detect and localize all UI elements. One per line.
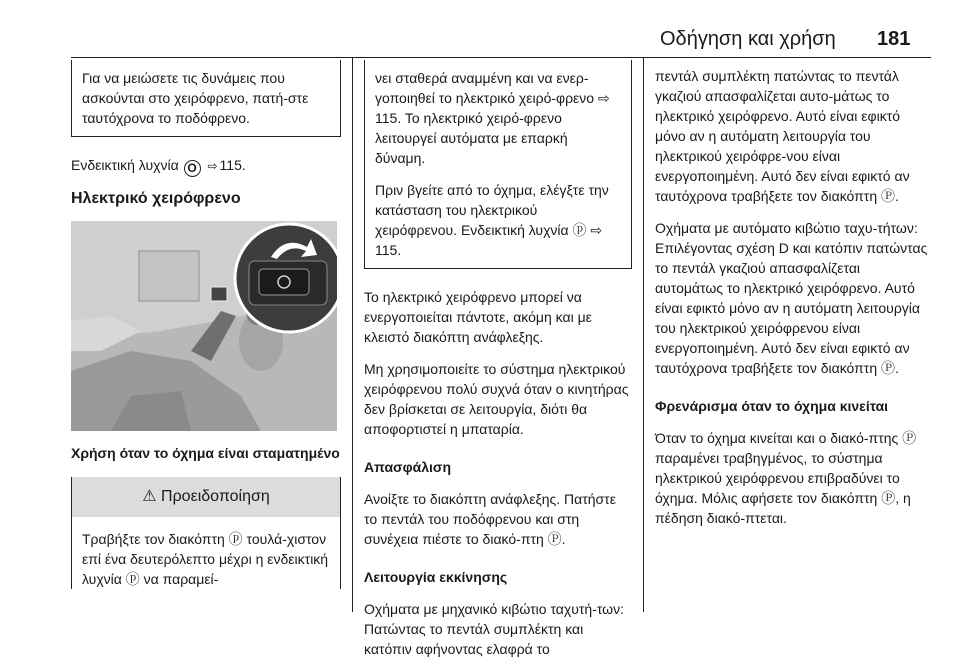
- warning-text: νει σταθερά αναμμένη και να ενερ-γοποιηθεί το ηλεκτρικό χειρό-φρενο ⇨ 115. Το ηλεκτρικό χειρό-φρενο λειτουργεί αυτόματα με επαρκή δύναμη.: [375, 70, 610, 166]
- subsection-heading: Λειτουργία εκκίνησης: [364, 569, 508, 585]
- brake-warning-icon: O: [184, 160, 201, 177]
- body-paragraph: Όταν το όχημα κινείται και ο διακό-πτης Ⓟ παραμένει τραβηγμένος, το σύστημα ηλεκτρικού χειρόφρενου επιβραδύνει το όχημα. Μόλις αφήσετε τον διακόπτη Ⓟ, η πέδηση διακό-πτεται.: [655, 430, 917, 526]
- column-1: [71, 60, 341, 589]
- subsection-heading: Απασφάλιση: [364, 459, 452, 475]
- warning-continuation-box: [364, 60, 632, 269]
- body-paragraph: Μη χρησιμοποιείτε το σύστημα ηλεκτρικού χειρόφρενου πολύ συχνά όταν ο κινητήρας δεν βρίσκεται σε λειτουργία, διότι θα αποφορτιστεί η μπαταρία.: [364, 361, 629, 437]
- column-3: [655, 66, 931, 540]
- indicator-line: Ενδεικτική λυχνία O ⇨ 115.: [71, 157, 246, 175]
- note-box: Για να μειώσετε τις δυνάμεις που ασκούνται στο χειρόφρενο, πατή-στε ταυτόχρονα το ποδόφρενο.: [71, 60, 341, 137]
- body-paragraph: πεντάλ συμπλέκτη πατώντας το πεντάλ γκαζιού απασφαλίζεται αυτο-μάτως το ηλεκτρικό χειρόφρενο. Αυτό είναι εφικτό μόνο αν η αυτόματη λειτουργία του ηλεκτρικού χειρόφρε-νου είναι ενεργοποιημένη. Αυτό δεν είναι εφικτό αν ταυτόχρονα τραβήξετε τον διακόπτη Ⓟ.: [655, 68, 910, 204]
- page-header: [0, 0, 960, 60]
- page-ref-arrow-icon: ⇨: [207, 159, 218, 173]
- warning-box: [71, 477, 341, 589]
- body-paragraph: Οχήματα με αυτόματο κιβώτιο ταχυ-τήτων: Επιλέγοντας σχέση D και κατόπιν πατώντας το πεντάλ γκαζιού απασφαλίζεται αυτομάτως το ηλεκτρικό χειρόφρενο. Αυτό είναι εφικτό μόνο αν η αυτόματη λειτουργία του ηλεκτρικού χειρόφρενου είναι ενεργοποιημένη. Αυτό δεν είναι εφικτό αν ταυτόχρονα τραβήξετε τον διακόπτη Ⓟ.: [655, 220, 928, 376]
- chapter-title: Οδήγηση και χρήση: [660, 28, 836, 50]
- body-paragraph: Ανοίξτε το διακόπτη ανάφλεξης. Πατήστε το πεντάλ του ποδόφρενου και στη συνέχεια πιέστε το διακό-πτη Ⓟ.: [364, 491, 616, 547]
- warning-triangle-icon: ⚠: [142, 488, 157, 505]
- column-divider: [643, 57, 644, 612]
- warning-text: Τραβήξτε τον διακόπτη ⓟ τουλά-χιστον επί ένα δευτερόλεπτο μέχρι η ενδεικτική λυχνία ⓟ να παραμεί-: [82, 531, 329, 587]
- warning-header: ⚠ Προειδοποίηση: [72, 477, 340, 517]
- column-divider: [352, 57, 353, 612]
- parking-brake-illustration: [71, 221, 337, 431]
- header-rule: [71, 57, 931, 58]
- image-caption: Χρήση όταν το όχημα είναι σταματημένο: [71, 445, 340, 461]
- body-paragraph: Το ηλεκτρικό χειρόφρενο μπορεί να ενεργοποιείται πάντοτε, ακόμη και με κλειστό διακόπτη ανάφλεξης.: [364, 289, 592, 345]
- subsection-heading: Φρενάρισμα όταν το όχημα κινείται: [655, 398, 889, 414]
- section-heading: Ηλεκτρικό χειρόφρενο: [71, 190, 241, 207]
- body-paragraph: Οχήματα με μηχανικό κιβώτιο ταχυτή-των: Πατώντας το πεντάλ συμπλέκτη και κατόπιν αφήνοντας ελαφρά το: [364, 601, 625, 657]
- column-2: [364, 60, 632, 671]
- page-number: 181: [877, 28, 911, 50]
- warning-text: Πριν βγείτε από το όχημα, ελέγξτε την κατάσταση του ηλεκτρικού χειρόφρενου. Ενδεικτική λυχνία ⓟ ⇨ 115.: [375, 182, 609, 258]
